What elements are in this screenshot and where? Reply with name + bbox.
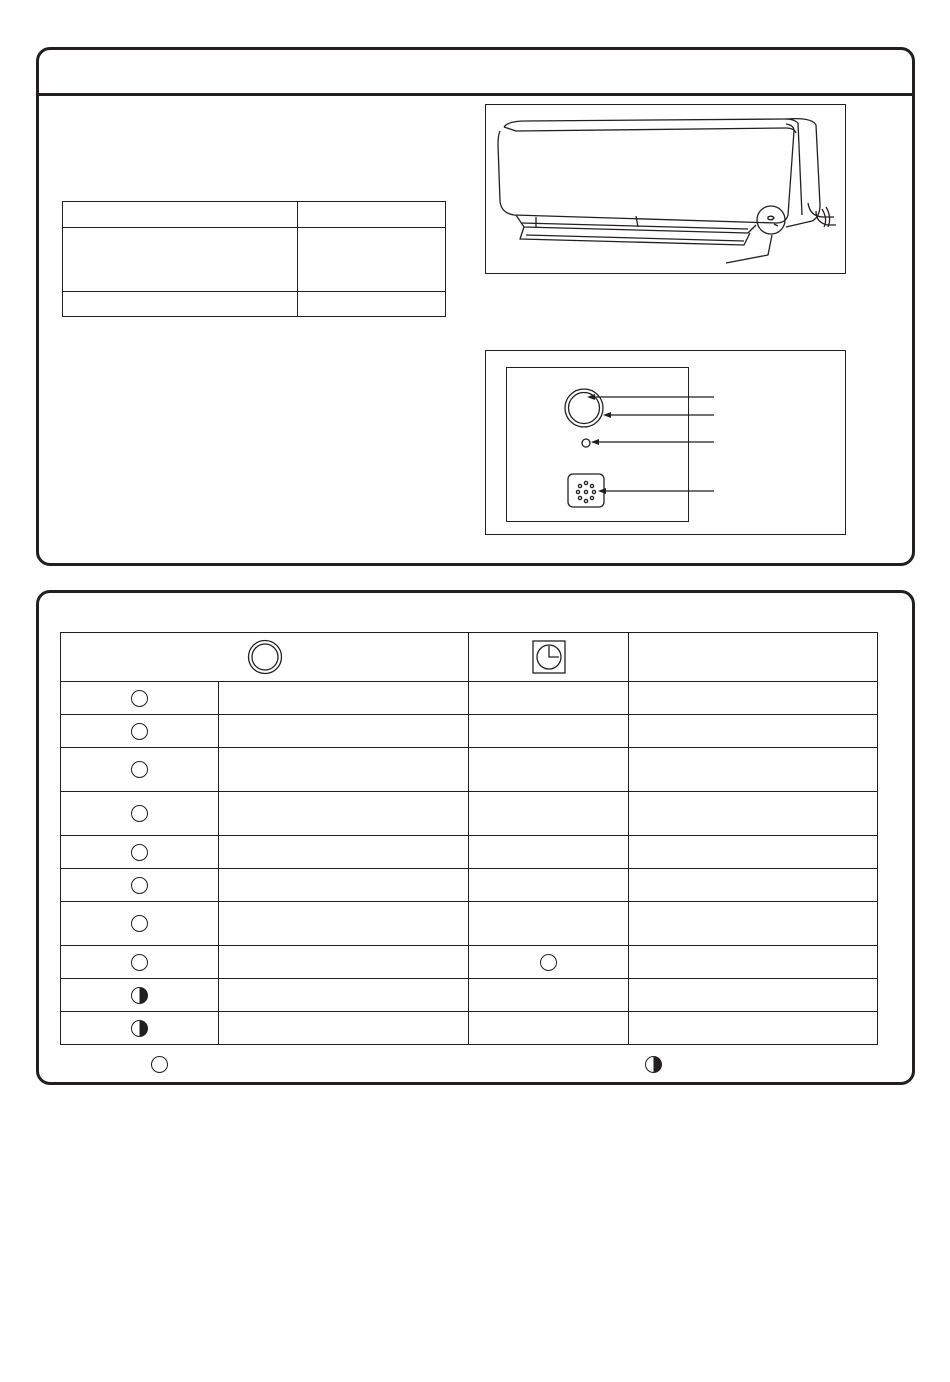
indicator-status-table [60,632,878,1045]
panel-header-rule [39,93,912,96]
spec-cell [298,202,446,228]
status-cell [219,715,469,748]
description-cell [629,715,878,748]
indicator-cell [61,836,219,869]
description-cell [629,682,878,715]
table-row [61,979,878,1012]
status-cell [219,836,469,869]
indicator-cell [61,902,219,946]
receiver-icon [568,474,604,507]
power-button-icon [565,389,603,427]
header-cell-power [61,633,469,682]
indicator-cell [61,792,219,836]
status-cell [219,792,469,836]
lamp-on-icon [151,1056,168,1073]
spec-cell [63,202,298,228]
status-cell [219,902,469,946]
lamp-on-icon [131,761,148,778]
table-row [61,748,878,792]
description-cell [629,836,878,869]
table-row [61,836,878,869]
lamp-on-icon [131,877,148,894]
timer-cell [469,869,629,902]
indicator-cell [61,682,219,715]
status-cell [219,1012,469,1045]
timer-cell [469,715,629,748]
lamp-on-icon [131,954,148,971]
indicator-cell [61,1012,219,1045]
table-row [61,902,878,946]
description-cell [629,946,878,979]
lamp-on-icon [131,844,148,861]
lamp-blinking-icon [645,1056,662,1073]
table-row [61,869,878,902]
table-row [61,682,878,715]
timer-cell [469,682,629,715]
header-cell-description [629,633,878,682]
lamp-on-icon [131,690,148,707]
table-row [61,792,878,836]
lamp-on-icon [131,805,148,822]
timer-cell [469,946,629,979]
status-cell [219,682,469,715]
indicator-cell [61,946,219,979]
timer-cell [469,792,629,836]
timer-cell [469,1012,629,1045]
table-row [61,946,878,979]
spec-table-row [63,202,446,228]
indicator-lamp-icon [582,439,590,447]
table-row [61,715,878,748]
spec-table [62,201,446,317]
unit-illustration-box [485,104,846,274]
description-cell [629,979,878,1012]
power-button-icon [247,639,283,675]
description-cell [629,748,878,792]
lamp-on-icon [131,723,148,740]
control-panel-diagram [486,351,845,534]
lamp-on-icon [540,954,557,971]
table-row [61,1012,878,1045]
description-cell [629,1012,878,1045]
timer-icon [532,640,566,674]
indicator-cell [61,979,219,1012]
timer-cell [469,836,629,869]
indicator-cell [61,748,219,792]
status-cell [219,748,469,792]
status-cell [219,869,469,902]
description-cell [629,792,878,836]
lamp-blinking-icon [131,1020,148,1037]
spec-cell [298,228,446,292]
timer-cell [469,902,629,946]
lamp-blinking-icon [131,987,148,1004]
header-cell-timer [469,633,629,682]
spec-table-row [63,292,446,317]
air-conditioner-indoor-unit-icon [486,105,845,273]
spec-cell [298,292,446,317]
spec-cell [63,228,298,292]
timer-cell [469,748,629,792]
spec-cell [63,292,298,317]
control-panel-box [485,350,846,535]
description-cell [629,869,878,902]
status-cell [219,979,469,1012]
status-cell [219,946,469,979]
lamp-on-icon [131,915,148,932]
timer-cell [469,979,629,1012]
table-header-row [61,633,878,682]
indicator-cell [61,715,219,748]
spec-table-row [63,228,446,292]
indicator-cell [61,869,219,902]
description-cell [629,902,878,946]
